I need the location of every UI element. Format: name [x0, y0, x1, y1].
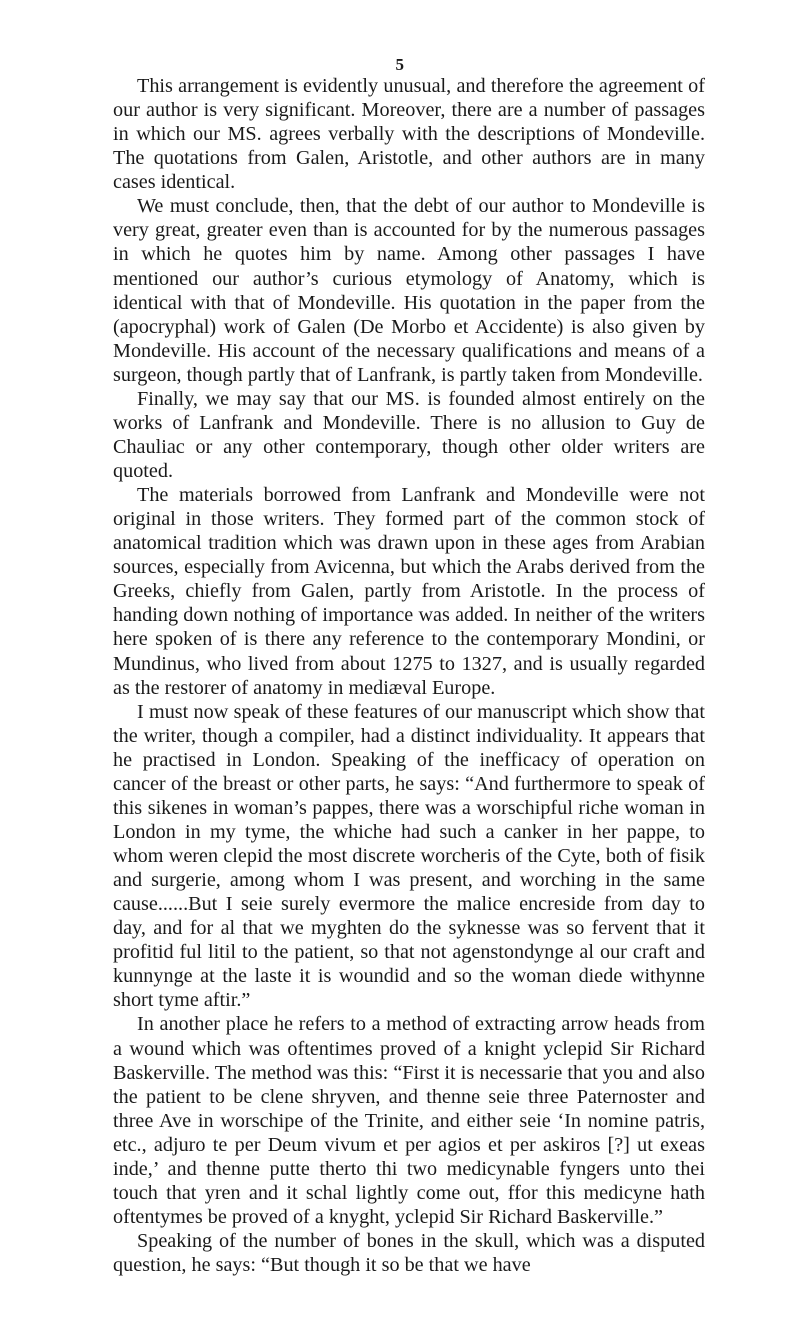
text-body — [113, 74, 705, 1277]
paragraph-4: The materials borrowed from Lanfrank and Mondeville were not original in those writers. They formed part of the common stock of anatomical tradition which was drawn upon in these ages from Arabian sources, especially from Avicenna, but which the Arabs derived from the Greeks, chiefly from Galen, partly from Aristotle. In the process of handing down nothing of importance was added. In neither of the writers here spoken of is there any reference to the contemporary Mondini, or Mundinus, who lived from about 1275 to 1327, and is usually regarded as the restorer of anatomy in mediæval Europe. — [113, 484, 705, 699]
page-number: 5 — [395, 55, 405, 74]
paragraph-3: Finally, we may say that our MS. is founded almost entirely on the works of Lanfrank and Mondeville. There is no allusion to Guy de Chauliac or any other contemporary, though other older writers are quoted. — [113, 387, 705, 482]
paragraph-7: Speaking of the number of bones in the skull, which was a disputed question, he says: “But though it so be that we have — [113, 1230, 705, 1277]
paragraph-1: This arrangement is evidently unusual, and therefore the agreement of our author is very significant. Moreover, there are a number of passages in which our MS. agrees verbally with the descriptions of Mondeville. The quotations from Galen, Aristotle, and other authors are in many cases identical. — [113, 75, 705, 194]
paragraph-2: We must conclude, then, that the debt of our author to Mondeville is very great, greater even than is accounted for by the numerous passages in which he quotes him by name. Among other passages I have mentioned our author’s curious etymology of Anatomy, which is identical with that of Mondeville. His quotation in the paper from the (apocryphal) work of Galen (De Morbo et Accidente) is also given by Mondeville. His account of the necessary qualifications and means of a surgeon, though partly that of Lanfrank, is partly taken from Mondeville. — [113, 195, 705, 386]
paragraph-6: In another place he refers to a method of extracting arrow heads from a wound which was oftentimes proved of a knight yclepid Sir Richard Baskerville. The method was this: “First it is necessarie that you and also the patient to be clene shryven, and thenne seie three Paternoster and three Ave in worschipe of the Trinite, and either seie ‘In nomine patris, etc., adjuro te per Deum vivum et per agios et per askiros [?] ut exeas inde,’ and thenne putte therto thi two medicynable fyngers unto thei touch that yren and it schal lightly come out, ffor this medicyne hath oftentymes be proved of a knyght, yclepid Sir Richard Baskerville.” — [113, 1013, 705, 1228]
paragraph-5: I must now speak of these features of our manuscript which show that the writer, though a compiler, had a distinct individuality. It appears that he practised in London. Speaking of the inefficacy of operation on cancer of the breast or other parts, he says: “And furthermore to speak of this sikenes in woman’s pappes, there was a worschipful riche woman in London in my tyme, the whiche had such a canker in her pappe, to whom weren clepid the most discrete worcheris of the Cyte, both of fisik and surgerie, among whom I was present, and worching in the same cause......But I seie surely evermore the malice encreside from day to day, and for al that we myghten do the syknesse was so fervent that it profitid ful litil to the patient, so that not agenstondynge al our craft and kunnynge at the laste it is woundid and so the woman diede withynne short tyme aftir.” — [113, 700, 705, 1012]
